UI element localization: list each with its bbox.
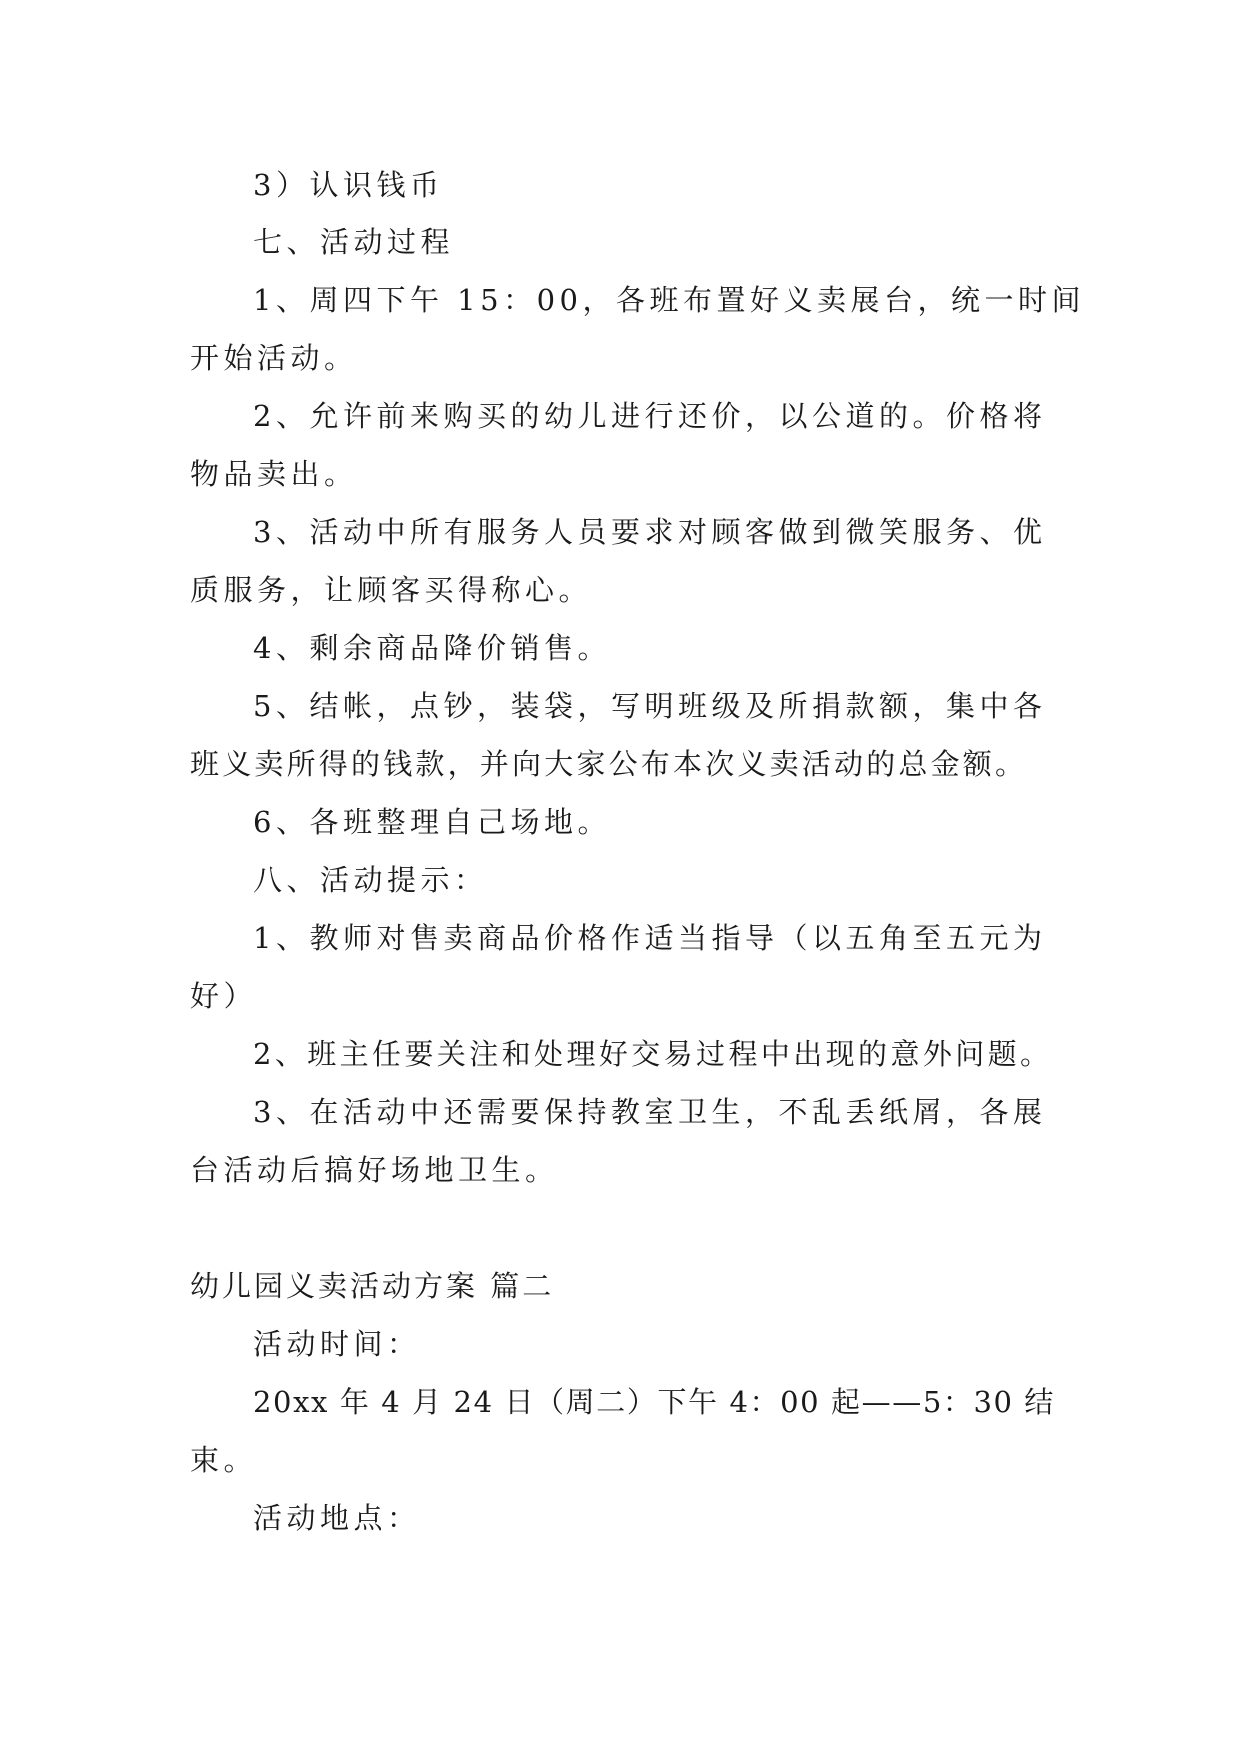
text-line: 2、班主任要关注和处理好交易过程中出现的意外问题。: [253, 1037, 1053, 1071]
text-line: 3、活动中所有服务人员要求对顾客做到微笑服务、优: [253, 515, 1047, 549]
article-title: 幼儿园义卖活动方案 篇二: [190, 1269, 555, 1303]
text-line: 6、各班整理自己场地。: [253, 805, 611, 839]
section-heading: 七、活动过程: [253, 225, 455, 259]
text-line: 3）认识钱币: [253, 168, 444, 202]
text-line: 20xx 年 4 月 24 日（周二）下午 4：00 起——5：30 结: [253, 1385, 1056, 1419]
text-line: 5、结帐，点钞，装袋，写明班级及所捐款额，集中各: [253, 689, 1047, 723]
text-line: 1、周四下午 15：00，各班布置好义卖展台，统一时间: [253, 283, 1085, 317]
text-line: 台活动后搞好场地卫生。: [190, 1153, 559, 1187]
section-heading: 八、活动提示：: [253, 863, 488, 897]
text-line: 质服务，让顾客买得称心。: [190, 573, 593, 607]
text-line: 活动地点：: [253, 1501, 421, 1535]
text-line: 班义卖所得的钱款，并向大家公布本次义卖活动的总金额。: [190, 747, 1028, 781]
text-line: 活动时间：: [253, 1327, 421, 1361]
text-line: 1、教师对售卖商品价格作适当指导（以五角至五元为: [253, 921, 1047, 955]
text-line: 物品卖出。: [190, 457, 358, 491]
text-line: 2、允许前来购买的幼儿进行还价，以公道的。价格将: [253, 399, 1047, 433]
text-line: 3、在活动中还需要保持教室卫生，不乱丢纸屑，各展: [253, 1095, 1047, 1129]
text-line: 好）: [190, 979, 258, 1013]
text-line: 开始活动。: [190, 341, 358, 375]
text-line: 束。: [190, 1443, 258, 1477]
text-line: 4、剩余商品降价销售。: [253, 631, 611, 665]
